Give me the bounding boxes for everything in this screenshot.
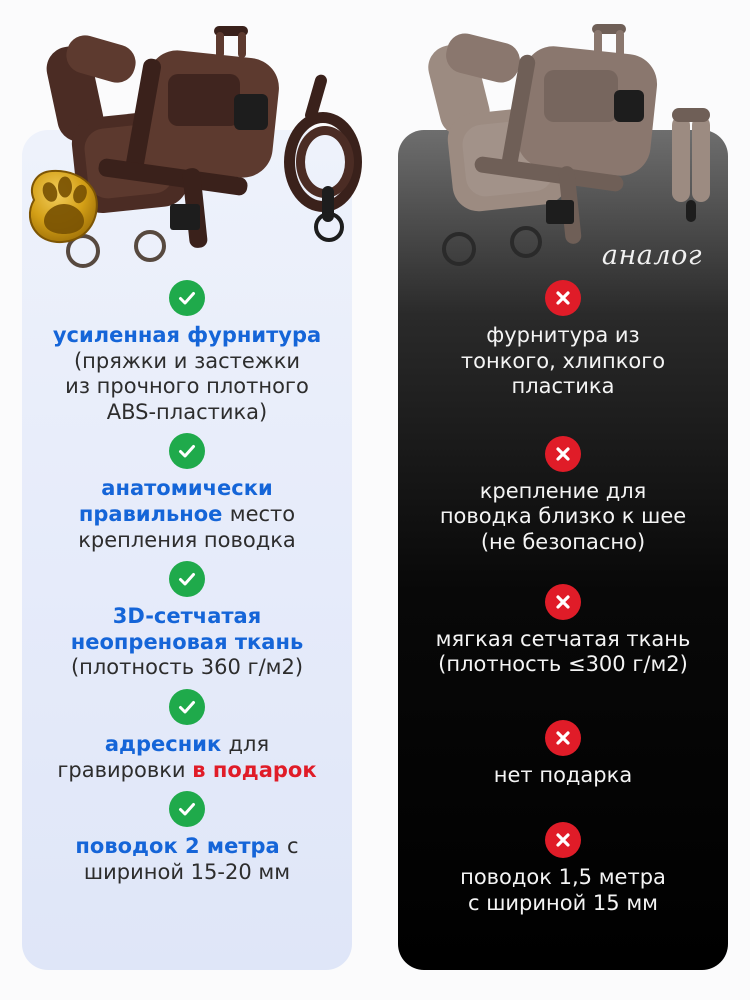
analog-harness-image xyxy=(396,8,736,278)
leash-coil xyxy=(280,112,358,204)
feature-text: мягкая сетчатая ткань xyxy=(435,626,691,651)
analog-leash-strap xyxy=(658,116,728,212)
harness-grey-illustration xyxy=(426,18,656,268)
cross-icon xyxy=(545,584,581,620)
feature-text: (пряжки и застежки xyxy=(73,348,301,373)
list-item xyxy=(36,433,338,553)
buckle-icon xyxy=(234,94,268,130)
feature-text: нет подарка xyxy=(493,762,633,787)
feature-text: тонкого, хлипкого xyxy=(460,348,666,373)
feature-text: шириной 15-20 мм xyxy=(83,859,291,884)
feature-text: пластика xyxy=(511,374,615,399)
list-item xyxy=(412,280,714,400)
feature-text: анатомически xyxy=(101,476,273,501)
d-ring-icon xyxy=(134,230,166,262)
analog-feature-list xyxy=(398,278,728,921)
feature-text: с шириной 15 мм xyxy=(467,891,659,916)
feature-text: крепление для xyxy=(479,478,647,503)
feature-text: неопреновая ткань xyxy=(70,629,304,654)
leash-ring-icon xyxy=(314,212,344,242)
list-item xyxy=(36,791,338,885)
feature-text: (плотность ≤300 г/м2) xyxy=(438,652,688,677)
list-item xyxy=(412,822,714,916)
feature-text: 3D-сетчатая xyxy=(112,604,262,629)
cross-icon xyxy=(545,720,581,756)
feature-text: для xyxy=(228,732,270,757)
cross-icon xyxy=(545,280,581,316)
feature-text: с xyxy=(287,834,299,859)
feature-text: гравировки xyxy=(57,757,193,782)
leash-clip-icon xyxy=(686,200,696,222)
list-item xyxy=(412,720,714,789)
product-feature-list xyxy=(22,278,352,890)
paw-badge xyxy=(22,166,106,250)
feature-text: место xyxy=(229,502,296,527)
analog-label: аналог xyxy=(601,240,702,271)
feature-text: ABS-пластика) xyxy=(106,399,268,424)
list-item xyxy=(36,280,338,425)
feature-text: поводка близко к шее xyxy=(439,504,687,529)
feature-text: в подарок xyxy=(192,757,317,782)
check-icon xyxy=(169,689,205,725)
feature-text: (плотность 360 г/м2) xyxy=(70,655,304,680)
check-icon xyxy=(169,433,205,469)
check-icon xyxy=(169,791,205,827)
buckle-icon xyxy=(614,90,644,122)
feature-text: крепления поводка xyxy=(78,527,296,552)
feature-text: из прочного плотного xyxy=(65,374,309,399)
feature-text: фурнитура из xyxy=(486,323,640,347)
check-icon xyxy=(169,280,205,316)
cross-icon xyxy=(545,436,581,472)
feature-text: усиленная фурнитура xyxy=(52,323,322,347)
list-item xyxy=(412,436,714,556)
cross-icon xyxy=(545,822,581,858)
feature-text: адресник xyxy=(104,732,229,757)
feature-text: поводок 2 метра xyxy=(75,834,288,859)
feature-text: (не безопасно) xyxy=(480,530,646,555)
buckle-icon xyxy=(170,204,200,230)
check-icon xyxy=(169,561,205,597)
list-item xyxy=(412,584,714,678)
buckle-icon xyxy=(546,200,574,224)
list-item xyxy=(36,561,338,681)
feature-text: поводок 1,5 метра xyxy=(460,865,666,890)
list-item xyxy=(36,689,338,783)
feature-text: правильное xyxy=(78,502,230,527)
